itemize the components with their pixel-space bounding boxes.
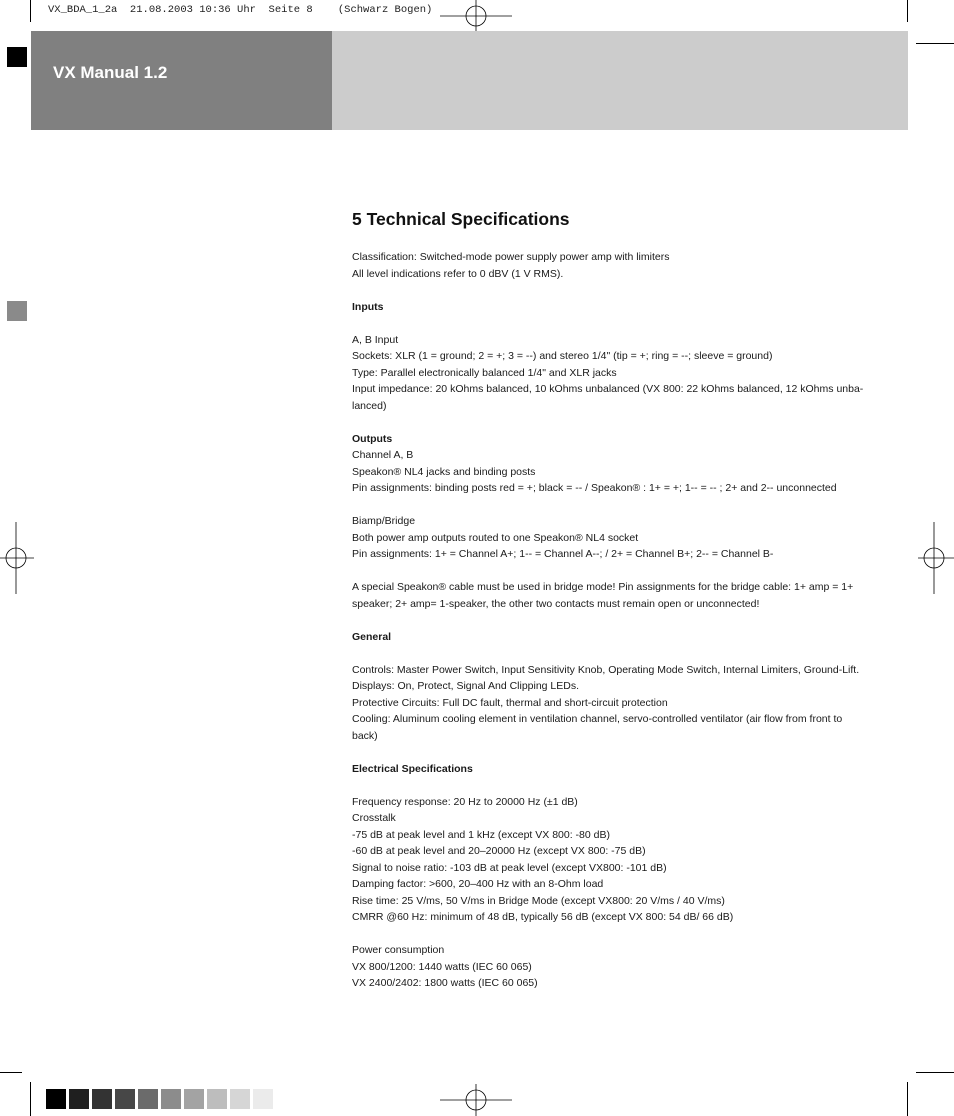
spec-line: Speakon® NL4 jacks and binding posts xyxy=(352,465,536,478)
section-subheading: Electrical Specifications xyxy=(352,762,473,775)
crop-mark xyxy=(0,1072,22,1073)
registration-mark-right xyxy=(918,522,954,594)
blank-line xyxy=(352,645,872,662)
spec-line: Crosstalk xyxy=(352,812,396,824)
color-swatch xyxy=(115,1089,135,1109)
registration-mark-left xyxy=(0,522,36,594)
spec-line: back) xyxy=(352,729,378,742)
print-slug: VX_BDA_1_2a 21.08.2003 10:36 Uhr Seite 8 (Schwarz Bogen) xyxy=(48,4,433,16)
color-calibration-bar xyxy=(46,1089,273,1109)
spec-line: Damping factor: >600, 20–400 Hz with an 8-Ohm load xyxy=(352,878,604,890)
spec-line: speaker; 2+ amp= 1-speaker, the other two contacts must remain open or unconnected! xyxy=(352,597,760,610)
blank-line xyxy=(352,926,872,943)
crop-mark xyxy=(916,1072,954,1073)
spec-line: Power consumption xyxy=(352,944,445,956)
spec-line: Frequency response: 20 Hz to 20000 Hz (±1 dB) xyxy=(352,795,578,808)
spec-line: CMRR @60 Hz: minimum of 48 dB, typically 56 dB (except VX 800: 54 dB/ 66 dB) xyxy=(352,911,734,923)
spec-line: -60 dB at peak level and 20–20000 Hz (except VX 800: -75 dB) xyxy=(352,845,646,857)
spec-line: Cooling: Aluminum cooling element in ventilation channel, servo-controlled ventilator (air flow from front to xyxy=(352,713,843,725)
spec-line: Biamp/Bridge xyxy=(352,515,416,527)
color-swatch xyxy=(92,1089,112,1109)
spec-line: Sockets: XLR (1 = ground; 2 = +; 3 = --) and stereo 1/4" (tip = +; ring = --; sleeve = ground) xyxy=(352,350,773,362)
blank-line xyxy=(352,414,872,431)
spec-line: Both power amp outputs routed to one Speakon® NL4 socket xyxy=(352,531,639,544)
blank-line xyxy=(352,777,872,794)
blank-line xyxy=(352,563,872,580)
color-swatch xyxy=(69,1089,89,1109)
spec-line: Signal to noise ratio: -103 dB at peak level (except VX800: -101 dB) xyxy=(352,861,667,874)
color-swatch xyxy=(138,1089,158,1109)
spec-line: -75 dB at peak level and 1 kHz (except VX 800: -80 dB) xyxy=(352,828,610,841)
section-subheading: General xyxy=(352,630,392,643)
spec-line: Input impedance: 20 kOhms balanced, 10 kOhms unbalanced (VX 800: 22 kOhms balanced, 12 kOhms unba- xyxy=(352,383,864,395)
crop-mark xyxy=(30,1082,31,1116)
crop-mark xyxy=(30,0,31,22)
section-subheading: Outputs xyxy=(352,432,393,445)
spec-line: All level indications refer to 0 dBV (1 V RMS). xyxy=(352,267,564,280)
blank-line xyxy=(352,282,872,299)
blank-line xyxy=(352,497,872,514)
blank-line xyxy=(352,744,872,761)
spec-line: Controls: Master Power Switch, Input Sensitivity Knob, Operating Mode Switch, Internal Limiters, Ground-Lift. xyxy=(352,663,860,676)
spec-line: Pin assignments: binding posts red = +; black = -- / Speakon® : 1+ = +; 1-- = -- ; 2+ and 2-- unconnected xyxy=(352,482,837,494)
spec-line: Type: Parallel electronically balanced 1/4" and XLR jacks xyxy=(352,366,617,379)
spec-line: Pin assignments: 1+ = Channel A+; 1-- = Channel A--; / 2+ = Channel B+; 2-- = Channel B- xyxy=(352,548,774,560)
spec-line: A special Speakon® cable must be used in bridge mode! Pin assignments for the bridge cable: 1+ amp = 1+ xyxy=(352,581,854,593)
section-heading: 5 Technical Specifications xyxy=(352,209,570,229)
margin-marker-black xyxy=(7,47,27,67)
spec-line: VX 2400/2402: 1800 watts (IEC 60 065) xyxy=(352,977,538,989)
margin-marker-gray xyxy=(7,301,27,321)
crop-mark xyxy=(916,43,954,44)
spec-line: Classification: Switched-mode power supply power amp with limiters xyxy=(352,251,670,263)
spec-line: VX 800/1200: 1440 watts (IEC 60 065) xyxy=(352,960,532,973)
color-swatch xyxy=(184,1089,204,1109)
blank-line xyxy=(352,315,872,332)
header-light-block xyxy=(332,31,908,130)
color-swatch xyxy=(46,1089,66,1109)
spec-line: A, B Input xyxy=(352,333,399,346)
spec-line: lanced) xyxy=(352,399,387,412)
color-swatch xyxy=(161,1089,181,1109)
spec-line: Rise time: 25 V/ms, 50 V/ms in Bridge Mode (except VX800: 20 V/ms / 40 V/ms) xyxy=(352,894,725,907)
section-subheading: Inputs xyxy=(352,300,384,313)
crop-mark xyxy=(907,1082,908,1116)
blank-line xyxy=(352,612,872,629)
spec-content xyxy=(352,207,872,992)
color-swatch xyxy=(253,1089,273,1109)
color-swatch xyxy=(207,1089,227,1109)
spec-lines xyxy=(352,249,872,992)
page-title: VX Manual 1.2 xyxy=(53,63,168,82)
spec-line: Displays: On, Protect, Signal And Clipping LEDs. xyxy=(352,680,580,692)
spec-line: Channel A, B xyxy=(352,449,414,461)
spec-line: Protective Circuits: Full DC fault, thermal and short-circuit protection xyxy=(352,696,668,709)
color-swatch xyxy=(230,1089,250,1109)
registration-mark-bottom xyxy=(440,1082,512,1116)
crop-mark xyxy=(907,0,908,22)
